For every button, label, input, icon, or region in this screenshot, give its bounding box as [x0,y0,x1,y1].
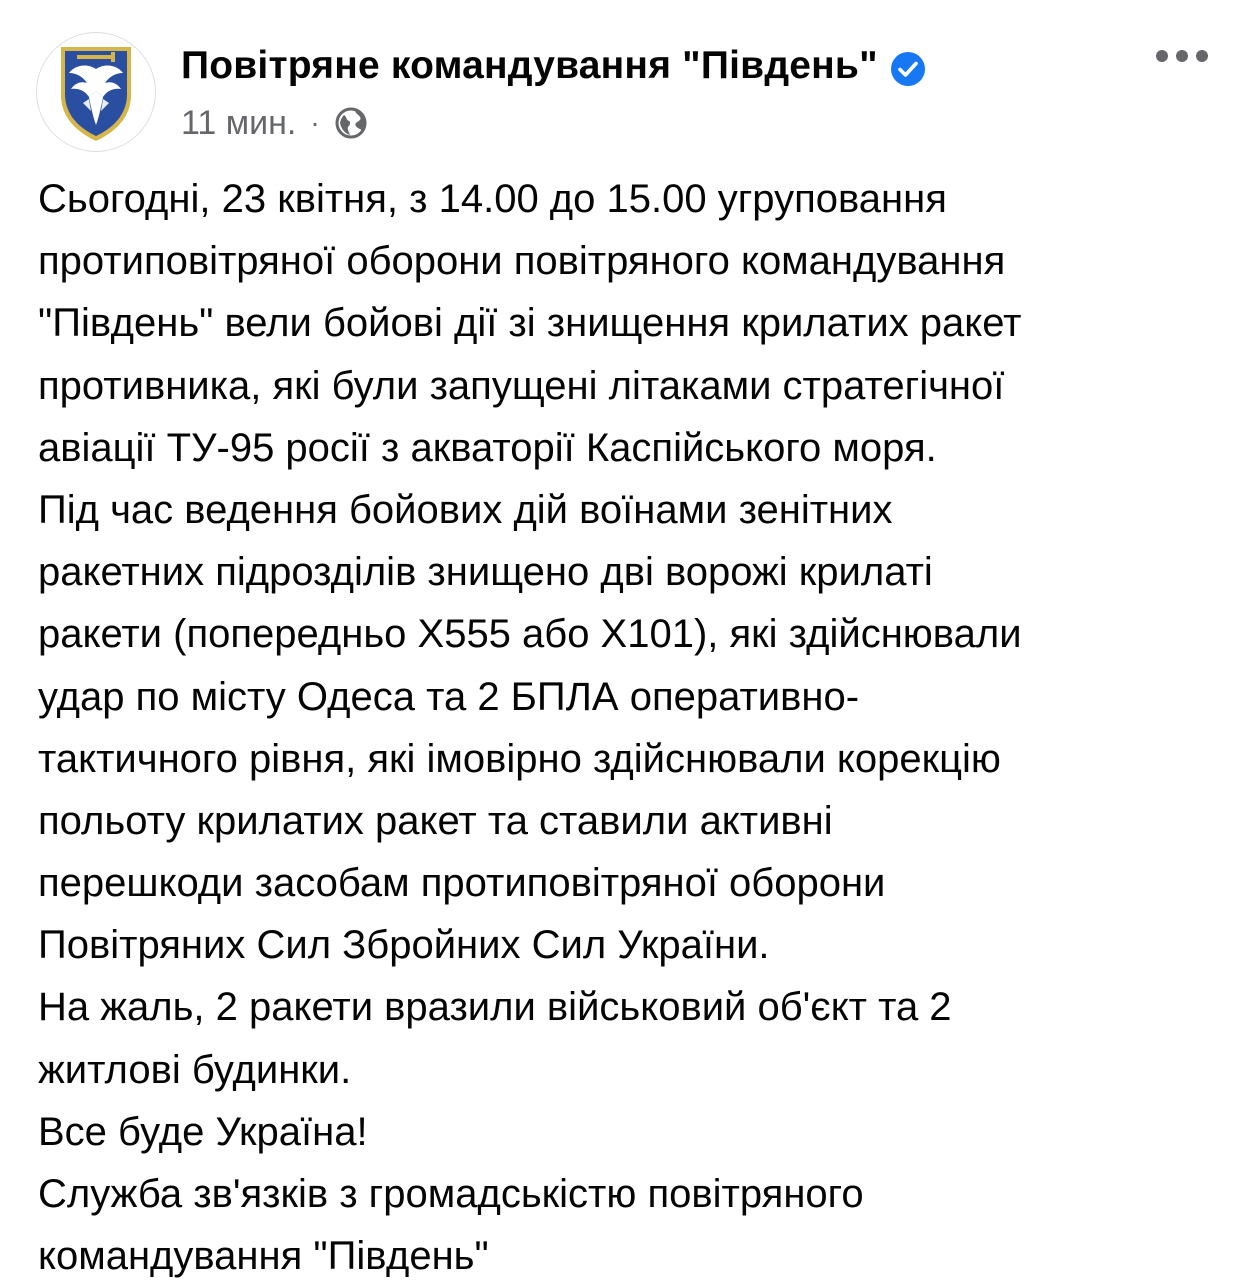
post-text-line: протиповітряної оборони повітряного командування [38,239,1006,284]
meta-separator: · [310,107,320,138]
post-text-line: удар по місту Одеса та 2 БПЛА оперативно- [38,674,860,719]
post-text-line: ракети (попередньо Х555 або Х101), які здійснювали [38,612,1022,657]
post-text-line: Служба зв'язків з громадськістю повітряного [38,1172,864,1216]
page-avatar[interactable] [36,32,156,152]
globe-icon[interactable] [334,106,368,140]
post-text-line: "Південь" вели бойові дії зі знищення крилатих ракет [38,301,1022,346]
post-text-line: противника, які були запущені літаками стратегічної [38,363,1005,408]
page-name-text: Повітряне командування "Південь" [181,44,878,87]
post-text-line: Повітряних Сил Збройних Сил України. [38,923,770,968]
more-options-button[interactable] [1152,36,1212,76]
post-text-line: житлові будинки. [38,1047,352,1092]
verified-check-icon [890,47,926,83]
post-text-line: тактичного рівня, які імовірно здійснювали корекцію [38,736,1001,781]
post-text-line: ракетних підрозділів знищено дві ворожі крилаті [38,550,933,595]
page-name-link[interactable] [181,38,926,94]
post-timestamp[interactable]: 11 мин. [181,103,297,142]
post-text-line: Все буде Україна! [38,1109,368,1154]
air-command-south-emblem-icon [37,33,155,151]
post-text-line: Сьогодні, 23 квітня, з 14.00 до 15.00 угруповання [38,177,947,221]
post-text [38,168,1228,1287]
post-text-line: командування "Південь" [38,1234,489,1279]
post-text-line: На жаль, 2 ракети вразили військовий об'єкт та 2 [38,985,952,1030]
post-text-line: Під час ведення бойових дій воїнами зенітних [38,487,893,532]
post-text-line: перешкоди засобам протиповітряної оборони [38,861,886,906]
post-meta [181,100,368,146]
ellipsis-icon [1155,48,1209,64]
post-text-line: польоту крилатих ракет та ставили активні [38,798,833,843]
post-text-line: авіації ТУ-95 росії з акваторії Каспійського моря. [38,425,937,470]
